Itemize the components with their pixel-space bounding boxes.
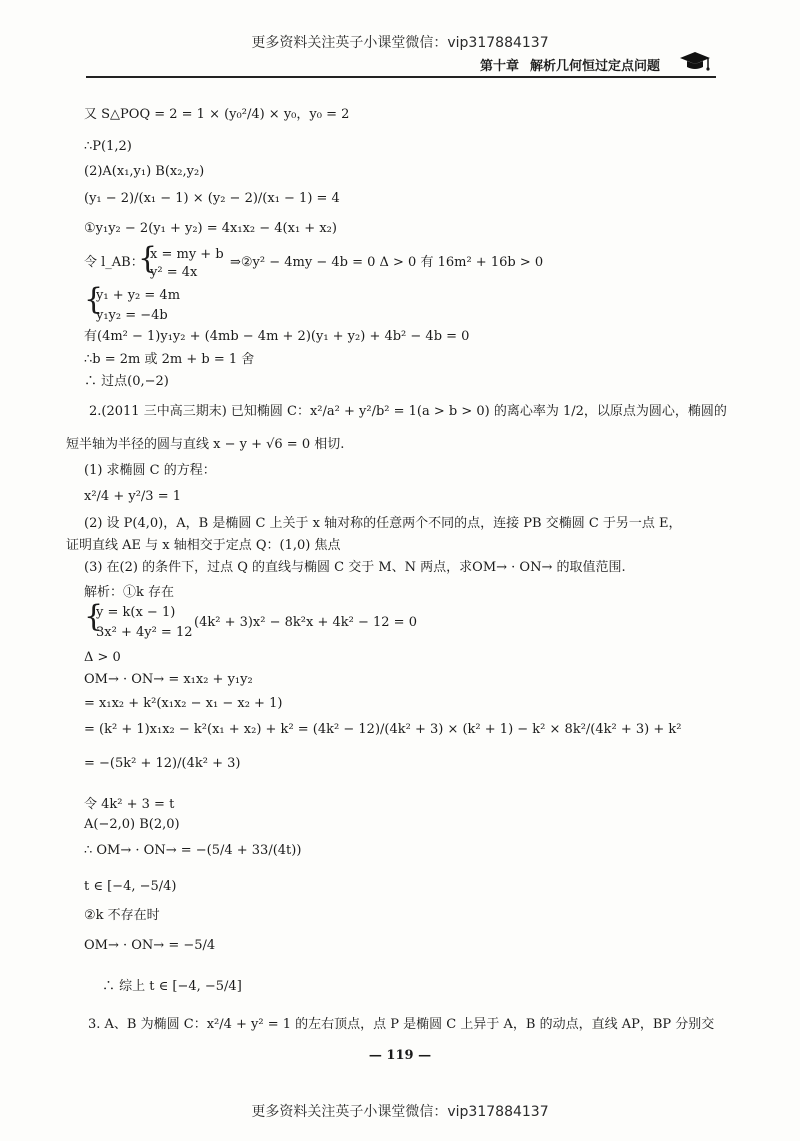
text-line: ∴P(1,2) [84,139,132,154]
brace: { [84,599,104,634]
brace: { [84,282,104,317]
chapter-number: 第十章 [480,59,520,74]
text-line: (2) 设 P(4,0)，A，B 是椭圆 C 上关于 x 轴对称的任意两个不同的点，连接 PB 交椭圆 C 于另一点 E， [84,516,682,531]
text-line: t ∈ [−4, −5/4) [84,879,177,894]
text-line: 令 4k² + 3 = t [84,797,175,812]
text-line: x²/4 + y²/3 = 1 [84,489,181,504]
chapter-header [480,52,720,76]
system-line [84,599,644,640]
graduation-cap-icon [678,50,712,76]
text-line: 3x² + 4y² = 12 [96,625,193,640]
text-line: 又 S△POQ = 2 = 1 × (y₀²/4) × y₀，y₀ = 2 [84,107,350,122]
text-line: 证明直线 AE 与 x 轴相交于定点 Q：(1,0) 焦点 [66,538,341,553]
text-line: 解析：①k 存在 [84,585,175,600]
brace: { [138,241,158,276]
watermark-top: 更多资料关注英子小课堂微信：vip317884137 [251,35,549,51]
text-line: Δ > 0 [84,650,121,665]
text-line: OM→ · ON→ = x₁x₂ + y₁y₂ [84,672,253,687]
problem-statement: 3. A、B 为椭圆 C：x²/4 + y² = 1 的左右顶点，点 P 是椭圆 C 上异于 A，B 的动点，直线 AP，BP 分别交 [88,1017,715,1032]
text-line: ∴b = 2m 或 2m + b = 1 舍 [84,352,255,367]
text-line: 令 l_AB： [84,255,144,270]
system-lab [84,241,684,280]
text-line: = −(5k² + 12)/(4k² + 3) [84,756,241,771]
system-vieta [84,282,384,323]
page-number: — 119 — [368,1048,432,1063]
text-line: = (k² + 1)x₁x₂ − k²(x₁ + x₂) + k² = (4k² − 12)/(4k² + 3) × (k² + 1) − k² × 8k²/(4k² + 3) + k² [84,722,682,737]
text-line: A(−2,0) B(2,0) [84,817,180,832]
text-line: (3) 在(2) 的条件下，过点 Q 的直线与椭圆 C 交于 M、N 两点，求OM→ · ON→ 的取值范围. [84,560,626,575]
text-line: (y₁ − 2)/(x₁ − 1) × (y₂ − 2)/(x₁ − 1) = 4 [84,191,340,206]
chapter-title: 解析几何恒过定点问题 [530,59,661,74]
problem-statement: 2.(2011 三中高三期末) 已知椭圆 C：x²/a² + y²/b² = 1(a > b > 0) 的离心率为 1/2，以原点为圆心，椭圆的 [89,404,727,419]
text-line: = x₁x₂ + k²(x₁x₂ − x₁ − x₂ + 1) [84,696,283,711]
text-line: ①y₁y₂ − 2(y₁ + y₂) = 4x₁x₂ − 4(x₁ + x₂) [84,221,337,236]
text-line: y₁ + y₂ = 4m [96,288,181,303]
text-line: (1) 求椭圆 C 的方程： [84,463,216,478]
text-line: ∴ 综上 t ∈ [−4, −5/4] [102,979,242,994]
text-line: OM→ · ON→ = −5/4 [84,938,216,953]
text-line: (2)A(x₁,y₁) B(x₂,y₂) [84,164,205,179]
text-line: ∴ 过点(0,−2) [84,374,169,389]
text-line: 有(4m² − 1)y₁y₂ + (4mb − 4m + 2)(y₁ + y₂) + 4b² − 4b = 0 [84,329,470,344]
text-line: (4k² + 3)x² − 8k²x + 4k² − 12 = 0 [194,615,417,630]
text-line: ②k 不存在时 [84,908,160,923]
text-line: x = my + b [150,247,224,262]
text-line: ∴ OM→ · ON→ = −(5/4 + 33/(4t)) [84,843,302,858]
text-line: y = k(x − 1) [96,605,176,620]
watermark-bottom: 更多资料关注英子小课堂微信：vip317884137 [251,1104,549,1120]
text-line: y² = 4x [150,265,198,280]
text-line: y₁y₂ = −4b [96,308,168,323]
text-line: 短半轴为半径的圆与直线 x − y + √6 = 0 相切. [66,437,345,452]
header-rule [86,76,716,78]
text-line: ⇒②y² − 4my − 4b = 0 Δ > 0 有 16m² + 16b > 0 [230,255,544,270]
